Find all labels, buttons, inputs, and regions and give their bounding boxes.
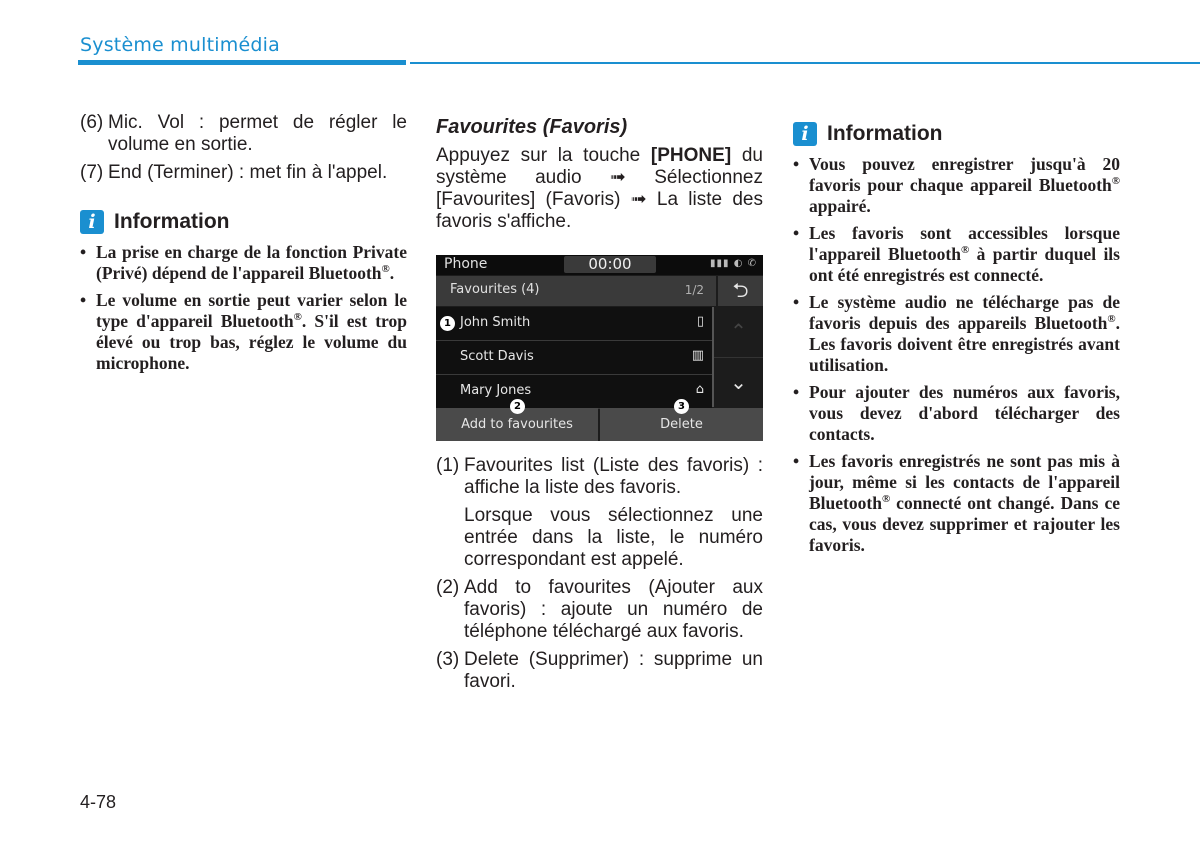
- office-building-icon: ▥: [691, 348, 704, 363]
- bullet-item: • Le volume en sortie peut varier selon le type d'appareil Bluetooth®. S'il est trop élevé ou trop bas, réglez le volume du microphone.: [80, 290, 407, 374]
- callout-marker-1: 1: [440, 316, 455, 331]
- bullet-item: • Vous pouvez enregistrer jusqu'à 20 favoris pour chaque appareil Bluetooth® appairé.: [793, 154, 1120, 217]
- callout-marker-2: 2: [510, 399, 525, 414]
- item-number: (1): [436, 455, 460, 476]
- contact-name: Mary Jones: [460, 383, 532, 398]
- status-bar: [436, 255, 763, 275]
- header-rule-thick: [78, 60, 406, 65]
- section-title: Favourites (Favoris): [436, 116, 628, 138]
- item-text: Add to favourites (Ajouter aux favoris) : ajoute un numéro de téléphone téléchargé aux favoris.: [464, 577, 763, 642]
- chevron-down-icon: ⌄: [730, 370, 747, 394]
- scroll-up-button[interactable]: [714, 307, 763, 357]
- mobile-phone-icon: ▯: [696, 314, 704, 329]
- contact-name: John Smith: [460, 315, 531, 330]
- contact-name: Scott Davis: [460, 349, 534, 364]
- list-item-6: [80, 112, 407, 156]
- back-button[interactable]: [718, 276, 763, 306]
- list-header: [436, 276, 716, 306]
- information-bullets: [793, 154, 1120, 556]
- delete-button[interactable]: Delete: [600, 408, 763, 441]
- chevron-up-icon: ⌃: [730, 319, 747, 343]
- info-icon: i: [80, 210, 104, 234]
- page-number: 4-78: [80, 792, 117, 812]
- bullet-item: • Les favoris sont accessibles lorsque l'appareil Bluetooth® à partir duquel ils ont été enregistrés est connecté.: [793, 223, 1120, 286]
- information-title: Information: [827, 122, 943, 145]
- clock: 00:00: [564, 256, 656, 273]
- column-1: [80, 112, 407, 380]
- bullet-item: • Pour ajouter des numéros aux favoris, vous devez d'abord télécharger des contacts.: [793, 382, 1120, 445]
- list-item-2: [436, 577, 763, 643]
- information-title: Information: [114, 210, 230, 233]
- item-text: End (Terminer) : met fin à l'appel.: [108, 162, 388, 183]
- list-item-3: [436, 649, 763, 693]
- scroll-controls: [714, 307, 763, 407]
- back-icon: ⮌: [732, 278, 749, 302]
- list-item-7: [80, 162, 407, 184]
- favourite-row-scott-davis[interactable]: [436, 341, 712, 375]
- bullet-item: • La prise en charge de la fonction Private (Privé) dépend de l'appareil Bluetooth®.: [80, 242, 407, 284]
- information-heading: [80, 210, 407, 234]
- status-icons: ▮▮▮ ◐ ✆: [710, 258, 757, 269]
- column-2: [436, 112, 763, 699]
- info-icon: i: [793, 122, 817, 146]
- screen-title: Phone: [444, 256, 488, 272]
- intro-paragraph: Appuyez sur la touche [PHONE] du système audio ➟ Sélectionnez [Favourites] (Favoris) ➟ La liste des favoris s'affiche.: [436, 145, 763, 232]
- callout-marker-3: 3: [674, 399, 689, 414]
- list-item-1: [436, 455, 763, 571]
- scroll-down-button[interactable]: [714, 357, 763, 408]
- list-title: Favourites (4): [450, 282, 540, 297]
- page-indicator: 1/2: [684, 283, 704, 297]
- item-text: Delete (Supprimer) : supprime un favori.: [464, 649, 763, 692]
- item-text: Mic. Vol : permet de régler le volume en sortie.: [108, 112, 407, 155]
- bullet-item: • Le système audio ne télécharge pas de favoris depuis des appareils Bluetooth®. Les favoris doivent être enregistrés avant utilisation.: [793, 292, 1120, 376]
- add-to-favourites-button[interactable]: Add to favourites: [436, 408, 598, 441]
- item-extra-text: Lorsque vous sélectionnez une entrée dans la liste, le numéro correspondant est appelé.: [464, 505, 763, 570]
- bullet-item: • Les favoris enregistrés ne sont pas mis à jour, même si les contacts de l'appareil Bluetooth® connecté ont changé. Dans ce cas, vous devez supprimer et rajouter les favoris.: [793, 451, 1120, 556]
- phone-favourites-screen: [436, 255, 763, 441]
- item-number: (7): [80, 162, 104, 183]
- item-text: Favourites list (Liste des favoris) : affiche la liste des favoris.: [464, 455, 763, 498]
- favourite-row-mary-jones[interactable]: [436, 375, 712, 409]
- favourite-row-john-smith[interactable]: [436, 307, 712, 341]
- item-number: (6): [80, 112, 104, 133]
- column-3: [793, 112, 1120, 562]
- home-icon: ⌂: [695, 382, 704, 397]
- running-header: Système multimédia: [80, 34, 280, 56]
- item-number: (2): [436, 577, 460, 598]
- information-heading: [793, 122, 1120, 146]
- information-bullets: [80, 242, 407, 374]
- header-rule-thin: [410, 62, 1200, 64]
- item-number: (3): [436, 649, 460, 670]
